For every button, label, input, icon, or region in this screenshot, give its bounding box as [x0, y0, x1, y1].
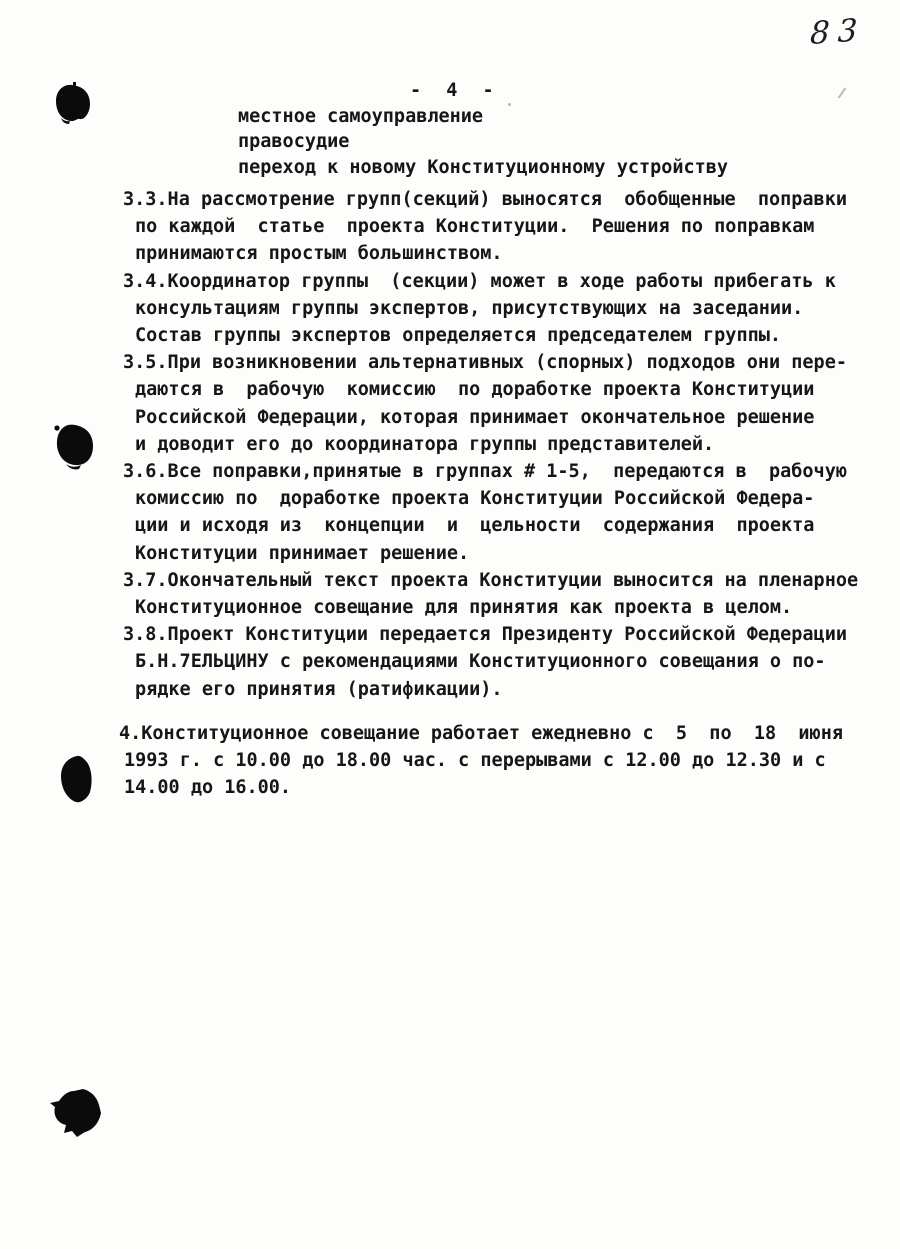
intro-list — [238, 104, 728, 180]
section-line: 3.4.Координатор группы (секции) может в ходе работы прибегать к — [123, 270, 836, 292]
section-line: принимаются простым большинством. — [135, 243, 503, 265]
section-3-8 — [123, 621, 858, 703]
section-line: 4.Конституционное совещание работает ежедневно с 5 по 18 июня — [119, 722, 843, 744]
intro-list-item: местное самоуправление — [238, 106, 484, 127]
section-3-6 — [123, 458, 858, 567]
section-line: рядке его принятия (ратификации). — [135, 678, 503, 700]
scan-speckle — [838, 88, 847, 99]
section-line: даются в рабочую комиссию по доработке проекта Конституции — [135, 379, 815, 401]
section-line: Состав группы экспертов определяется председателем группы. — [135, 325, 782, 347]
section-line: Б.Н.7ЕЛЬЦИНУ с рекомендациями Конституционного совещания о по- — [135, 651, 826, 673]
section-line: Конституционное совещание для принятия как проекта в целом. — [135, 597, 793, 619]
section-line: Российской Федерации, которая принимает окончательное решение — [135, 406, 815, 428]
section-line: по каждой статье проекта Конституции. Решения по поправкам — [135, 216, 815, 238]
section-line: и доводит его до координатора группы представителей. — [135, 433, 715, 455]
ink-blot-icon — [52, 420, 98, 470]
section-3-5 — [123, 349, 858, 458]
section-line: комиссию по доработке проекта Конституции Российской Федера- — [135, 488, 815, 510]
section-line: консультациям группы экспертов, присутствующих на заседании. — [135, 297, 804, 319]
document-body — [119, 186, 859, 801]
intro-list-item: правосудие — [238, 131, 350, 153]
intro-list-item: переход к новому Конституционному устройству — [238, 156, 729, 178]
section-line: 3.3.На рассмотрение групп(секций) выносятся обобщенные поправки — [123, 189, 847, 210]
section-line: 3.7.Окончательный текст проекта Конституции выносится на пленарное — [123, 569, 859, 591]
section-line: 3.5.При возникновении альтернативных (спорных) подходов они пере- — [123, 352, 847, 374]
section-3-7 — [123, 567, 858, 621]
page-number: - 4 - — [410, 80, 501, 101]
section-line: 14.00 до 16.00. — [124, 777, 292, 799]
section-4 — [119, 720, 858, 802]
ink-blot-icon — [57, 754, 97, 806]
section-line: 1993 г. с 10.00 до 18.00 час. с перерывами с 12.00 до 12.30 и с — [124, 750, 826, 772]
handwritten-page-number: 83 — [809, 11, 867, 53]
section-line: 3.6.Все поправки,принятые в группах # 1-5, передаются в рабочую — [123, 461, 847, 483]
section-line: ции и исходя из концепции и цельности содержания проекта — [135, 515, 815, 537]
section-3-4 — [123, 268, 858, 350]
section-3-3 — [123, 186, 858, 268]
ink-blot-icon — [53, 82, 93, 125]
section-line: Конституции принимает решение. — [135, 542, 470, 564]
ink-blot-icon — [46, 1086, 104, 1144]
section-line: 3.8.Проект Конституции передается Президенту Российской Федерации — [123, 624, 847, 646]
